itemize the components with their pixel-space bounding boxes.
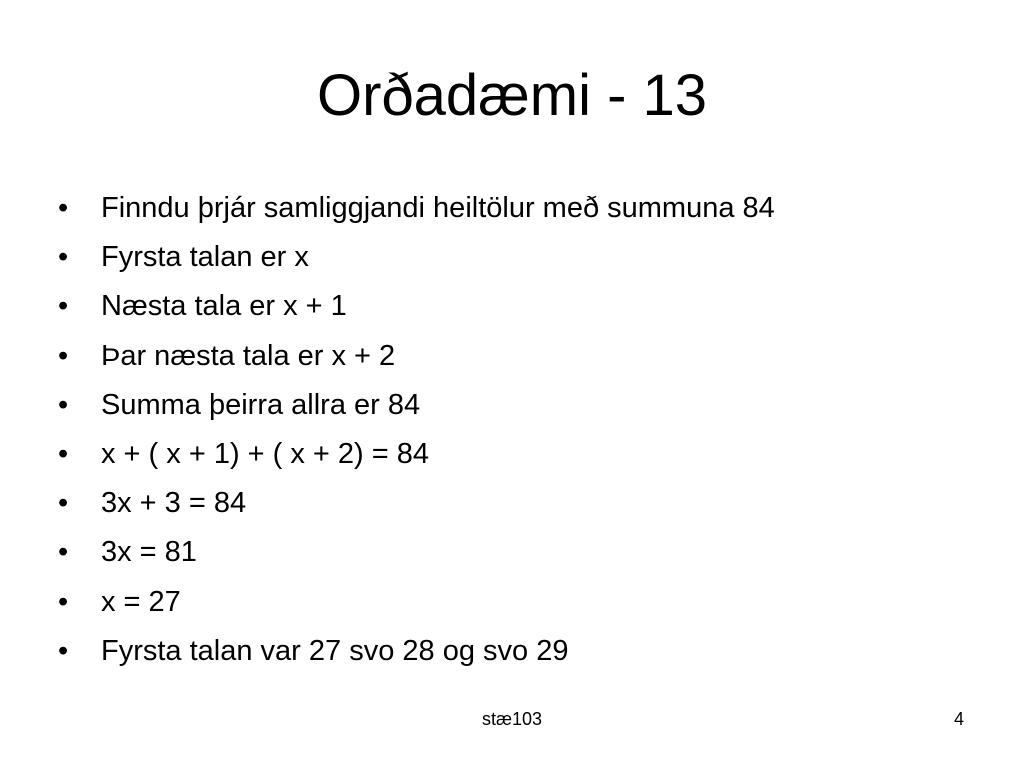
bullet-icon: • xyxy=(58,192,69,224)
bullet-item xyxy=(58,332,978,381)
bullet-item xyxy=(58,233,978,282)
bullet-item xyxy=(58,430,978,479)
bullet-text: Næsta tala er x + 1 xyxy=(101,290,347,323)
bullet-item xyxy=(58,479,978,528)
bullet-text: Fyrsta talan er x xyxy=(101,241,309,274)
bullet-item xyxy=(58,282,978,331)
bullet-item xyxy=(58,627,978,676)
bullet-item xyxy=(58,528,978,577)
slide-title: Orðadæmi - 13 xyxy=(316,63,708,128)
bullet-item xyxy=(58,381,978,430)
bullet-icon: • xyxy=(58,634,69,667)
bullet-text: 3x + 3 = 84 xyxy=(101,487,247,520)
bullet-icon: • xyxy=(58,487,69,520)
bullet-text: x + ( x + 1) + ( x + 2) = 84 xyxy=(101,437,430,470)
bullet-text: Finndu þrjár samliggjandi heiltölur með summuna 84 xyxy=(101,192,775,224)
bullet-icon: • xyxy=(58,437,69,470)
bullet-text: Fyrsta talan var 27 svo 28 og svo 29 xyxy=(101,634,569,667)
bullet-list xyxy=(58,184,978,676)
bullet-icon: • xyxy=(58,339,69,372)
bullet-item xyxy=(58,578,978,627)
bullet-text: Þar næsta tala er x + 2 xyxy=(101,339,396,372)
page-number: 4 xyxy=(953,709,964,729)
bullet-icon: • xyxy=(58,536,69,569)
bullet-item xyxy=(58,184,978,233)
bullet-icon: • xyxy=(58,241,69,274)
bullet-icon: • xyxy=(58,585,69,618)
bullet-text: 3x = 81 xyxy=(101,536,197,569)
bullet-icon: • xyxy=(58,290,69,323)
bullet-icon: • xyxy=(58,388,69,421)
bullet-text: x = 27 xyxy=(101,585,181,618)
footer-course-label: stæ103 xyxy=(481,709,543,729)
bullet-text: Summa þeirra allra er 84 xyxy=(101,388,421,421)
